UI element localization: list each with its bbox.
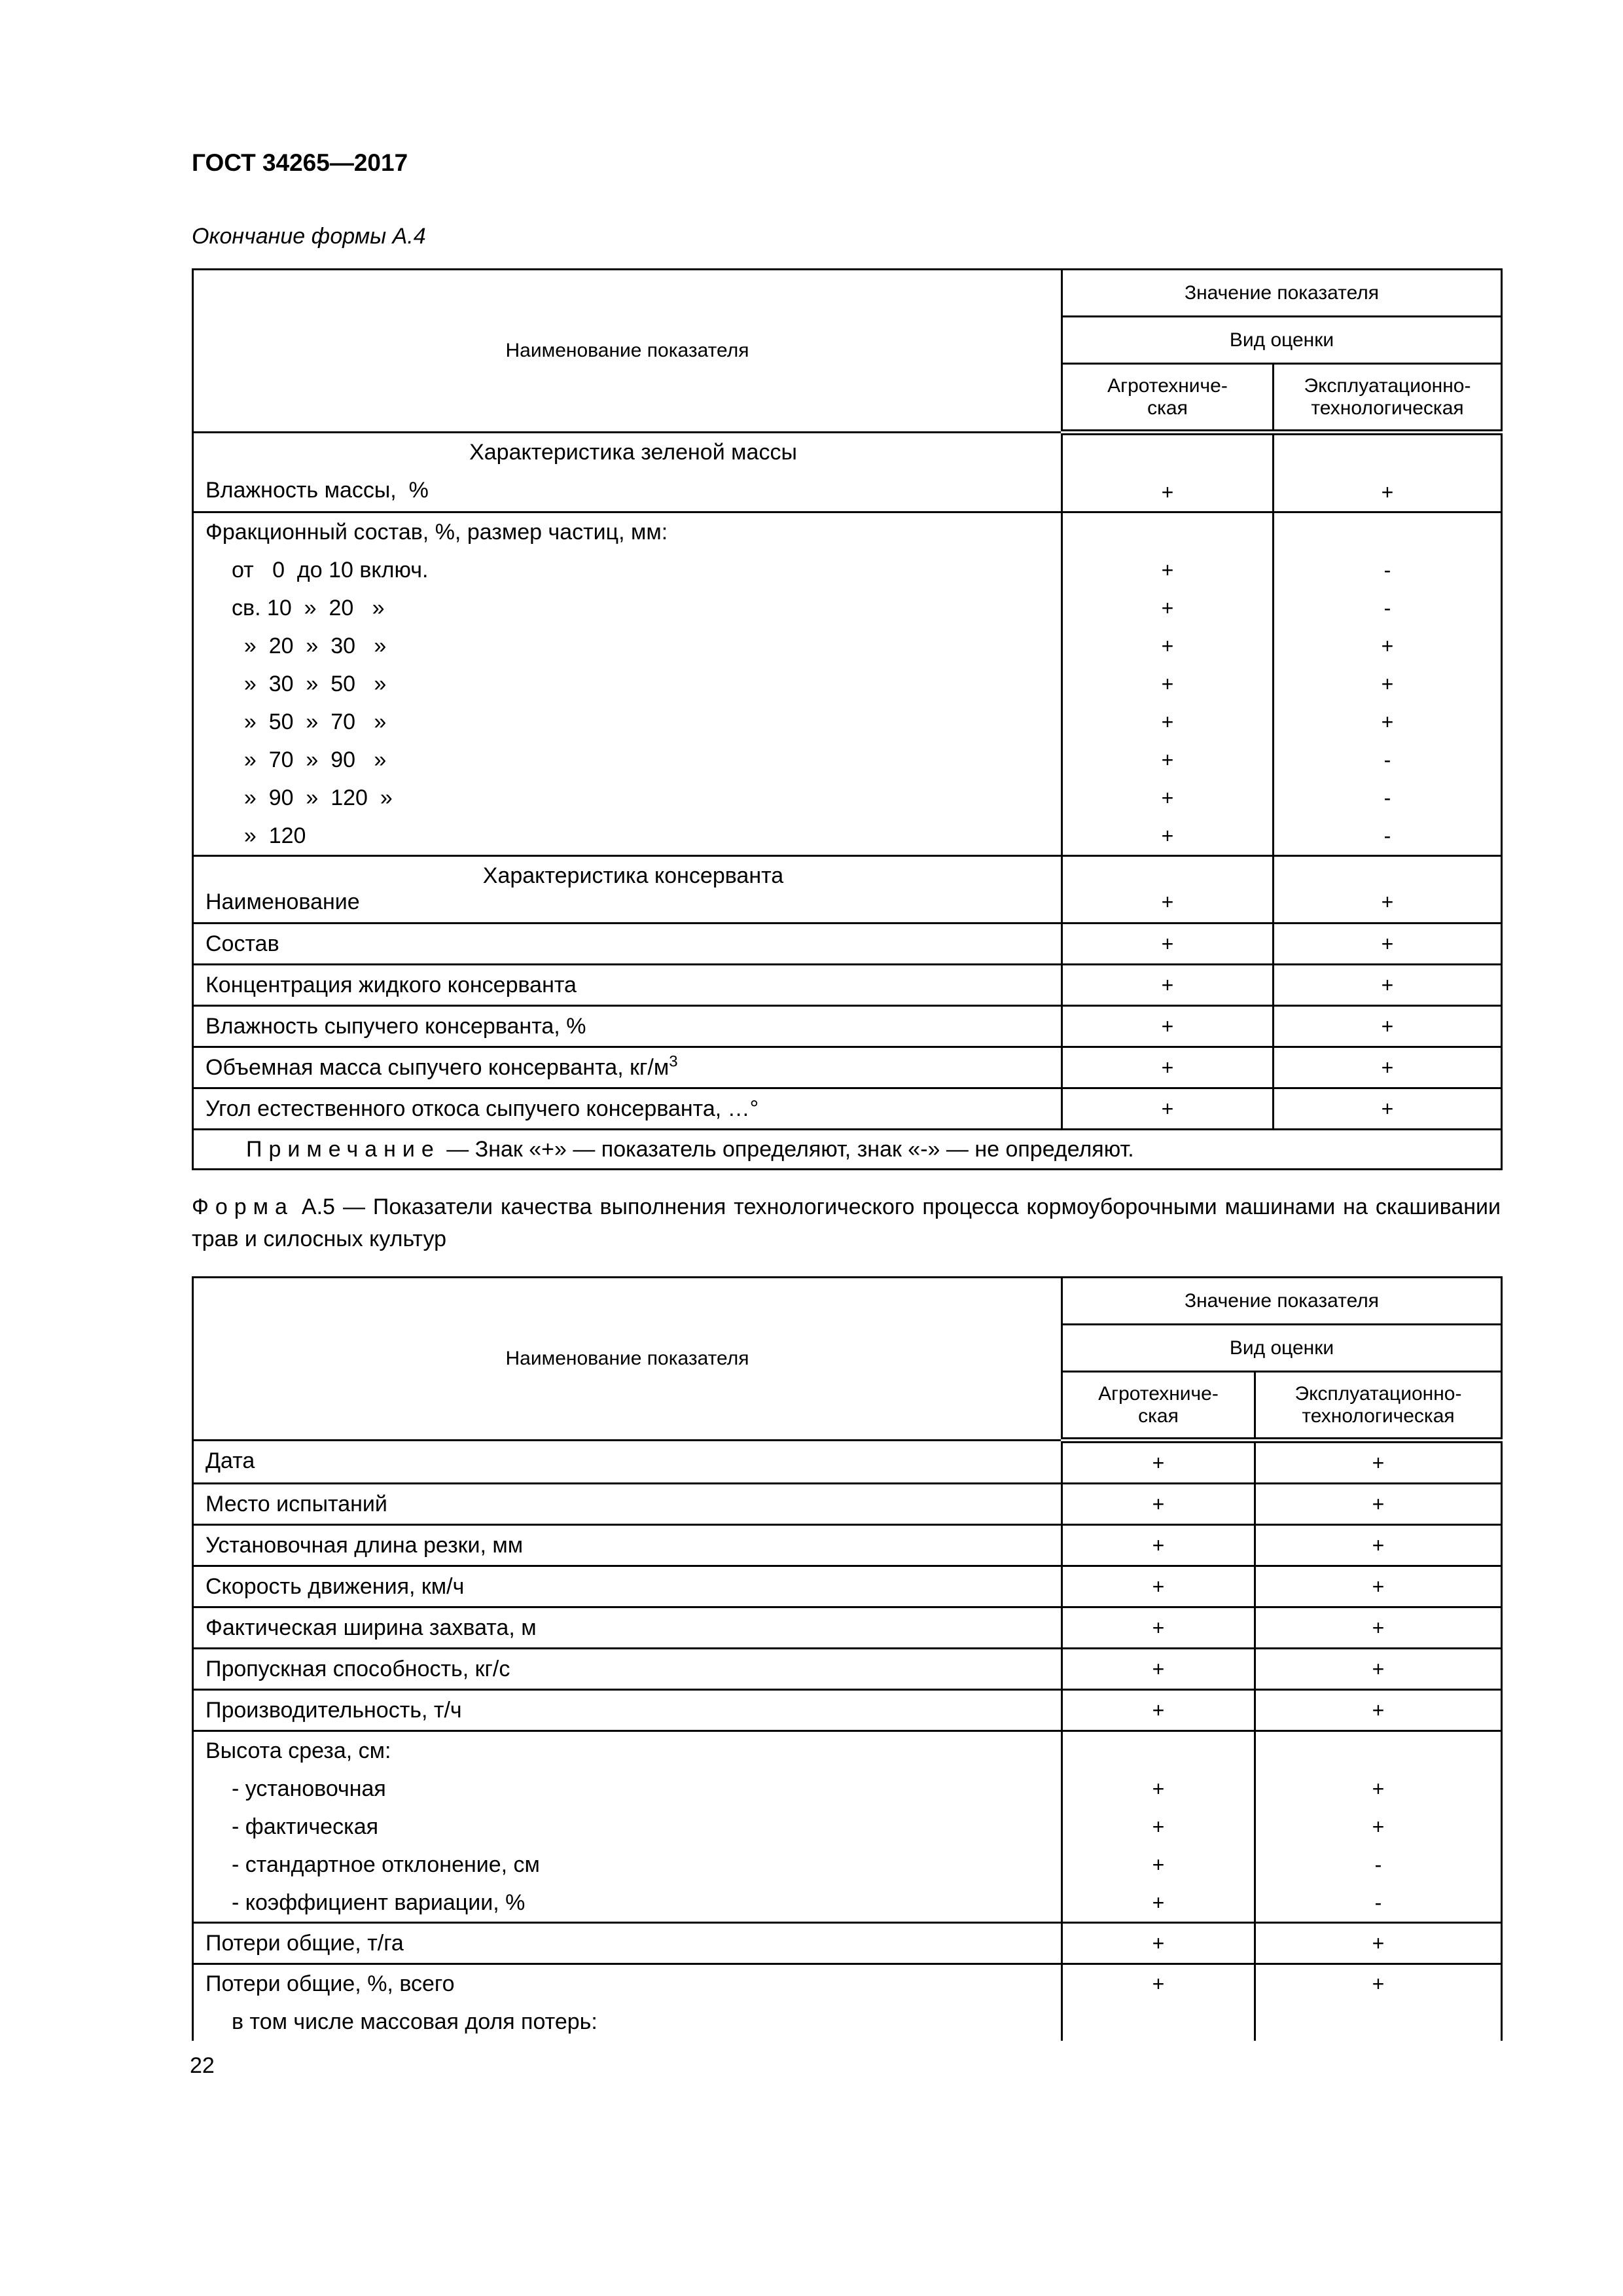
fraction-exploit: - <box>1383 558 1391 582</box>
row-label: Производительность, т/ч <box>205 1698 462 1723</box>
green-mass-group <box>193 433 1502 512</box>
fraction-exploit: - <box>1383 824 1391 848</box>
table-row <box>193 1649 1502 1690</box>
cut-height-agro: + <box>1152 1891 1165 1914</box>
row-agro: + <box>1161 1097 1174 1121</box>
row-label: Влажность сыпучего консерванта, % <box>205 1014 586 1039</box>
col-header-value: Значение показателя <box>1062 1278 1502 1325</box>
row-label: Пропускная способность, кг/с <box>205 1657 510 1681</box>
row-exploit: + <box>1372 1492 1385 1516</box>
table-row <box>193 1441 1502 1484</box>
cut-height-exploit: + <box>1372 1815 1385 1839</box>
fraction-exploit: + <box>1381 672 1394 696</box>
fraction-row-label: от 0 до 10 включ. <box>232 558 429 583</box>
fraction-label: Фракционный состав, %, размер частиц, мм: <box>205 520 668 545</box>
fraction-exploit: - <box>1383 596 1391 620</box>
cut-height-exploit: - <box>1374 1853 1382 1876</box>
row-agro: + <box>1152 1657 1165 1681</box>
row-label: Место испытаний <box>205 1492 387 1516</box>
row-label: Установочная длина резки, мм <box>205 1533 524 1558</box>
cut-height-exploit: - <box>1374 1891 1382 1914</box>
loss-pct-exploit: + <box>1372 1972 1385 1996</box>
note-label: Примечание <box>246 1137 440 1162</box>
row-exploit: + <box>1372 1451 1385 1475</box>
moisture-label: Влажность массы, % <box>205 478 429 503</box>
row-label: Фактическая ширина захвата, м <box>205 1615 537 1640</box>
row-exploit: + <box>1381 1097 1394 1121</box>
superscript: 3 <box>669 1052 678 1071</box>
row-label: Дата <box>205 1448 255 1473</box>
col-header-agro: Агротехниче- ская <box>1062 364 1274 433</box>
cut-height-exploit: + <box>1372 1777 1385 1801</box>
cut-height-agro: + <box>1152 1777 1165 1801</box>
fraction-agro: + <box>1161 710 1174 734</box>
row-agro: + <box>1161 1056 1174 1079</box>
preservative-name-exploit: + <box>1381 890 1394 914</box>
fraction-row-label: » 70 » 90 » <box>232 747 387 772</box>
cut-height-row-label: - стандартное отклонение, см <box>232 1852 540 1877</box>
fraction-agro: + <box>1161 596 1174 620</box>
row-agro: + <box>1152 1698 1165 1722</box>
document-header: ГОСТ 34265—2017 <box>192 149 408 176</box>
cut-height-row-label: - установочная <box>232 1776 386 1801</box>
col-header-exploit: Эксплуатационно- технологическая <box>1274 364 1502 433</box>
fraction-exploit: - <box>1383 786 1391 810</box>
fraction-agro: + <box>1161 748 1174 772</box>
row-label: Угол естественного откоса сыпучего консерванта, …° <box>205 1096 759 1121</box>
fraction-row-label: св. 10 » 20 » <box>232 596 385 620</box>
fraction-agro: + <box>1161 824 1174 848</box>
loss-pct-agro: + <box>1152 1972 1165 1996</box>
table-row <box>193 1525 1502 1566</box>
col-header-exploit: Эксплуатационно- технологическая <box>1255 1372 1502 1441</box>
table-row <box>193 1088 1502 1130</box>
row-agro: + <box>1161 1014 1174 1038</box>
row-exploit: + <box>1372 1575 1385 1598</box>
row-exploit: + <box>1372 1657 1385 1681</box>
row-agro: + <box>1152 1575 1165 1598</box>
col-header-assessment: Вид оценки <box>1062 317 1502 364</box>
row-agro: + <box>1152 1534 1165 1557</box>
col-header-agro: Агротехниче- ская <box>1062 1372 1255 1441</box>
cut-height-group <box>193 1731 1502 1923</box>
note-row <box>193 1130 1502 1170</box>
note-text: — Знак «+» — показатель определяют, знак «-» — не определяют. <box>440 1137 1134 1162</box>
preservative-title: Характеристика консерванта <box>482 863 784 888</box>
form-a4-table <box>192 268 1503 1170</box>
col-header-name: Наименование показателя <box>193 270 1062 433</box>
row-label: Концентрация жидкого консерванта <box>205 973 577 997</box>
form-caption-text: А.5 — Показатели качества выполнения технологического процесса кормоуборочными машинами на скашивании трав и силосных культур <box>192 1194 1501 1251</box>
fraction-row-label: » 120 <box>232 823 306 848</box>
row-exploit: + <box>1381 932 1394 956</box>
fraction-agro: + <box>1161 634 1174 658</box>
table-row <box>193 924 1502 965</box>
row-exploit: + <box>1372 1534 1385 1557</box>
table-row <box>193 1006 1502 1047</box>
row-label: Скорость движения, км/ч <box>205 1574 465 1599</box>
preservative-group <box>193 856 1502 924</box>
green-mass-title: Характеристика зеленой массы <box>469 440 797 465</box>
loss-pct-label: Потери общие, %, всего <box>205 1971 455 1996</box>
fraction-row-label: » 30 » 50 » <box>232 672 387 696</box>
fraction-agro: + <box>1161 558 1174 582</box>
row-exploit: + <box>1372 1616 1385 1640</box>
row-label: Состав <box>205 931 279 956</box>
fraction-row-label: » 90 » 120 » <box>232 785 393 810</box>
fraction-group <box>193 512 1502 856</box>
continuation-label: Окончание формы А.4 <box>192 224 426 249</box>
row-agro: + <box>1161 932 1174 956</box>
preservative-name-agro: + <box>1161 890 1174 914</box>
moisture-exploit: + <box>1381 480 1394 504</box>
table-row <box>193 965 1502 1006</box>
table-row <box>193 1484 1502 1525</box>
row-label: Объемная масса сыпучего консерванта, кг/м <box>205 1055 669 1080</box>
fraction-row-label: » 20 » 30 » <box>232 634 387 658</box>
fraction-exploit: - <box>1383 748 1391 772</box>
row-agro: + <box>1152 1616 1165 1640</box>
fraction-agro: + <box>1161 672 1174 696</box>
row-agro: + <box>1152 1451 1165 1475</box>
fraction-exploit: + <box>1381 634 1394 658</box>
loss-sub-label: в том числе массовая доля потерь: <box>232 2009 597 2034</box>
form-a5-caption <box>192 1191 1501 1255</box>
preservative-name-label: Наименование <box>205 889 360 914</box>
page-number: 22 <box>190 2053 215 2078</box>
col-header-assessment: Вид оценки <box>1062 1325 1502 1372</box>
table-row <box>193 1566 1502 1607</box>
table-row <box>193 1690 1502 1731</box>
table-row <box>193 1607 1502 1649</box>
row-agro: + <box>1152 1931 1165 1955</box>
row-exploit: + <box>1381 1014 1394 1038</box>
moisture-agro: + <box>1161 480 1174 504</box>
fraction-exploit: + <box>1381 710 1394 734</box>
cut-height-row-label: - коэффициент вариации, % <box>232 1890 526 1915</box>
form-a5-table <box>192 1276 1503 2041</box>
row-exploit: + <box>1381 1056 1394 1079</box>
table-row <box>193 1923 1502 1964</box>
loss-pct-group <box>193 1964 1502 2041</box>
fraction-agro: + <box>1161 786 1174 810</box>
cut-height-row-label: - фактическая <box>232 1814 379 1839</box>
row-exploit: + <box>1381 973 1394 997</box>
row-exploit: + <box>1372 1931 1385 1955</box>
table-row <box>193 1047 1502 1088</box>
col-header-name: Наименование показателя <box>193 1278 1062 1441</box>
row-label: Потери общие, т/га <box>205 1931 404 1956</box>
cut-height-agro: + <box>1152 1853 1165 1876</box>
row-agro: + <box>1152 1492 1165 1516</box>
row-exploit: + <box>1372 1698 1385 1722</box>
form-label: Форма <box>192 1194 294 1219</box>
cut-height-label: Высота среза, см: <box>205 1738 391 1763</box>
col-header-value: Значение показателя <box>1062 270 1502 317</box>
row-agro: + <box>1161 973 1174 997</box>
cut-height-agro: + <box>1152 1815 1165 1839</box>
fraction-row-label: » 50 » 70 » <box>232 709 387 734</box>
